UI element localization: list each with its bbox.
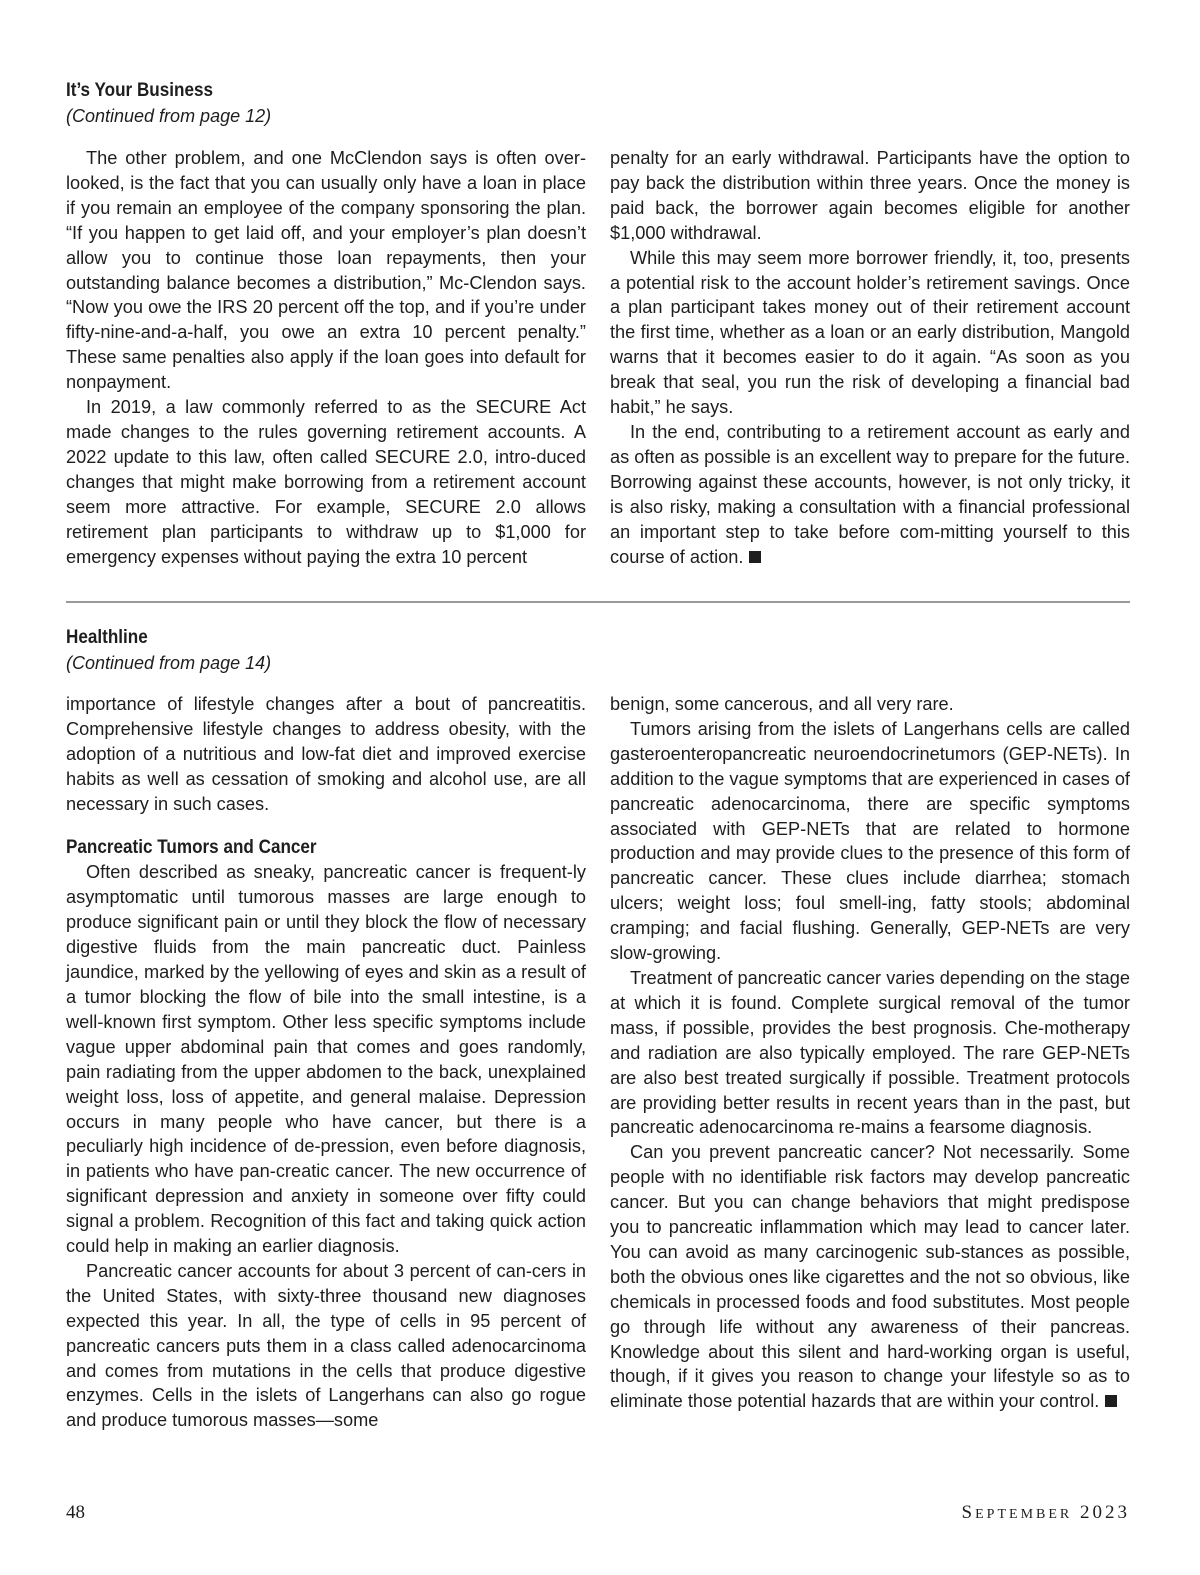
- paragraph: While this may seem more borrower friendly, it, too, presents a potential risk to the account holder’s retirement savings. Once a plan participant takes money out of their retirement account the first time, whether as a loan or an early distribution, Mangold warns that it becomes easier to do it again. “As soon as you break that seal, you run the risk of developing a financial bad habit,” he says.: [610, 247, 1130, 418]
- issue-year: 2023: [1080, 1502, 1130, 1523]
- section-divider: [66, 601, 1130, 603]
- paragraph: penalty for an early withdrawal. Participants have the option to pay back the distribution within three years. Once the money is paid back, the borrower again becomes eligible for another $1,000 withdrawal.: [610, 148, 1130, 243]
- paragraph: Tumors arising from the islets of Langerhans cells are called gasteroenteropancreatic neuroendocrinetumors (GEP-NETs). In addition to the vague symptoms that are experienced in cases of pancreatic adenocarcinoma, there are specific symptoms associated with GEP-NETs that are related to hormone production and may provide clues to the presence of this form of pancreatic cancer. These clues include diarrhea; stomach ulcers; weight loss; foul smell-ing, fatty stools; abdominal cramping; and facial flushing. Generally, GEP-NETs are very slow-growing.: [610, 718, 1130, 964]
- paragraph: Treatment of pancreatic cancer varies depending on the stage at which it is found. Complete surgical removal of the tumor mass, if possible, provides the best prognosis. Che-motherapy and radiation are also typically employed. The rare GEP-NETs are also best treated surgically if possible. Treatment protocols are providing better results in recent years than in the past, but pancreatic adenocarcinoma re-mains a fearsome diagnosis.: [610, 967, 1130, 1138]
- continued-note-business: (Continued from page 12): [66, 106, 272, 126]
- paragraph: Often described as sneaky, pancreatic cancer is frequent-ly asymptomatic until tumorous masses are large enough to produce significant pain or until they block the flow of necessary digestive fluids from the main pancreatic duct. Painless jaundice, marked by the yellowing of eyes and skin as a result of a tumor blocking the flow of bile into the small intestine, is a well-known first symptom. Other less specific symptoms include vague upper abdominal pain that comes and goes randomly, pain radiating from the upper abdomen to the back, unexplained weight loss, loss of appetite, and general malaise. Depression occurs in many people who have cancer, but there is a peculiarly high incidence of de-pression, even before diagnosis, in patients who have pan-creatic cancer. The new occurrence of significant depression and anxiety in someone over fifty could signal a problem. Recognition of this fact and taking quick action could help in making an earlier diagnosis.: [66, 862, 586, 1257]
- paragraph: In 2019, a law commonly referred to as the SECURE Act made changes to the rules governing retirement accounts. A 2022 update to this law, often called SECURE 2.0, intro-duced changes that might make borrowing from a retirement account seem more attractive. For example, SECURE 2.0 allows retirement plan participants to withdraw up to $1,000 for emergency expenses without paying the extra 10 percent: [66, 397, 586, 567]
- continued-note-healthline: (Continued from page 14): [66, 653, 272, 673]
- paragraph-text: In the end, contributing to a retirement account as early and as often as possible is an excellent way to prepare for the future. Borrowing against these accounts, however, is not only tricky, it is also risky, making a consultation with a financial professional an important step to take before com-mitting yourself to this course of action.: [610, 421, 1130, 567]
- business-left-column: [66, 146, 586, 569]
- section-title-healthline: Healthline: [66, 627, 148, 648]
- paragraph: The other problem, and one McClendon says is often over-looked, is the fact that you can usually only have a loan in place if you remain an employee of the company sponsoring the plan. “If you happen to get laid off, and your employer’s plan doesn’t allow you to continue those loan repayments, then your outstanding balance becomes a distribution,” Mc-Clendon says. “Now you owe the IRS 20 percent off the top, and if you’re under fifty-nine-and-a-half, you owe an extra 10 percent penalty.” These same penalties also apply if the loan goes into default for nonpayment.: [66, 148, 586, 393]
- business-right-column: [610, 146, 1130, 569]
- paragraph: Pancreatic cancer accounts for about 3 percent of can-cers in the United States, with sixty-three thousand new diagnoses expected this year. In all, the type of cells in 95 percent of pancreatic cancers puts them in a class called adenocarcinoma and comes from mutations in the cells that produce digestive enzymes. Cells in the islets of Langerhans can also go rogue and produce tumorous masses—some: [66, 1260, 586, 1431]
- paragraph: benign, some cancerous, and all very rare.: [610, 694, 954, 714]
- healthline-right-column: [610, 692, 1130, 1414]
- end-mark-icon: [1105, 1395, 1117, 1407]
- month-initial: S: [961, 1502, 976, 1523]
- paragraph-text: Can you prevent pancreatic cancer? Not necessarily. Some people with no identifiable risk factors may develop pancreatic cancer. But you can change behaviors that might predispose you to pancreatic inflammation which may lead to cancer later. You can avoid as many carcinogenic sub-stances as possible, both the obvious ones like cigarettes and the not so obvious, like chemicals in processed foods and food substitutes. Most people go through life without any awareness of their pancreas. Knowledge about this silent and hard-working organ is useful, though, if it gives you reason to change your lifestyle so as to eliminate those potential hazards that are within your control.: [610, 1142, 1130, 1412]
- paragraph: [610, 1140, 1130, 1414]
- subheading-pancreatic-tumors: Pancreatic Tumors and Cancer: [66, 836, 317, 858]
- paragraph: importance of lifestyle changes after a bout of pancreatitis. Comprehensive lifestyle changes to address obesity, with the adoption of a nutritious and low-fat diet and improved exercise habits as well as cessation of smoking and alcohol use, are all necessary in such cases.: [66, 694, 586, 814]
- page-number: 48: [66, 1502, 85, 1523]
- paragraph: [610, 420, 1130, 569]
- month-rest: EPTEMBER: [975, 1507, 1073, 1522]
- end-mark-icon: [749, 551, 761, 563]
- issue-date: [962, 1502, 1130, 1524]
- healthline-left-column: [66, 692, 586, 1433]
- section-title-business: It’s Your Business: [66, 80, 213, 101]
